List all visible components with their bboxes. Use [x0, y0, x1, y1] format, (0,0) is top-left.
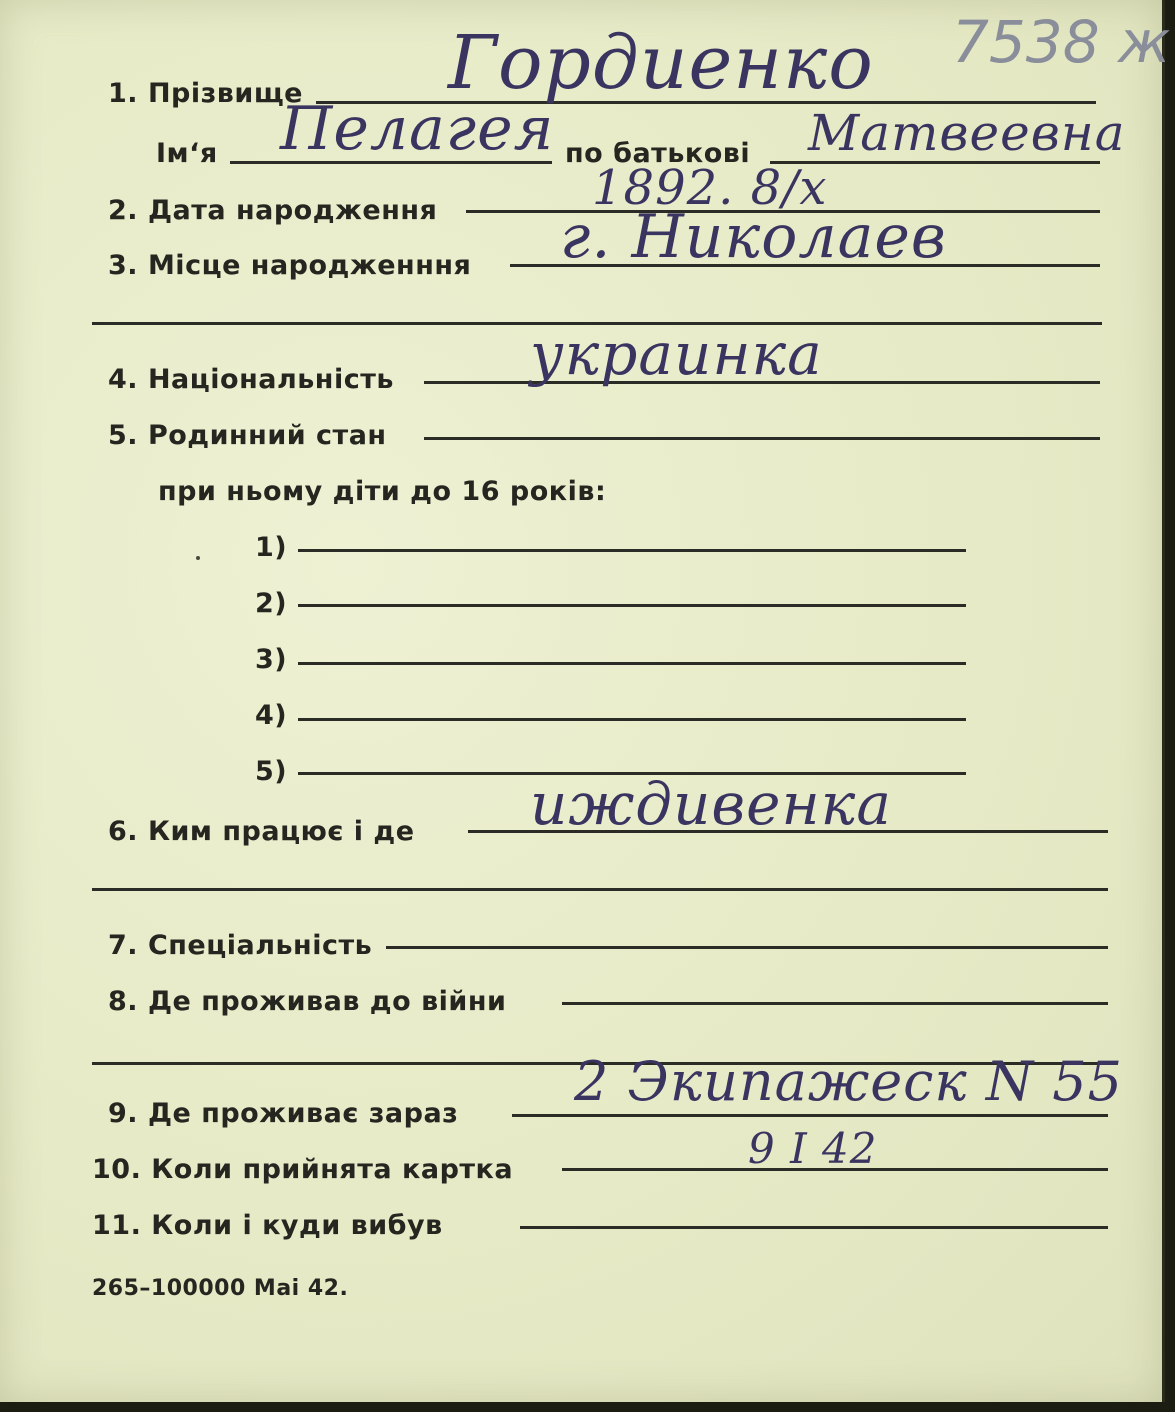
birth-place-label: 3. Місце народженння [108, 250, 472, 281]
birth-date-label: 2. Дата народження [108, 195, 438, 226]
work-label: 6. Ким працює і де [108, 816, 415, 847]
work-line-2 [92, 888, 1108, 891]
ink-dot [196, 556, 200, 560]
child-4-line [298, 718, 966, 721]
patronymic-label: по батькові [565, 138, 751, 169]
nationality-label: 4. Національність [108, 364, 394, 395]
child-1-line [298, 549, 966, 552]
marital-line [424, 437, 1100, 440]
child-2-line [298, 604, 966, 607]
work-value: иждивенка [530, 770, 892, 838]
current-line [512, 1114, 1108, 1117]
current-label: 9. Де проживає зараз [108, 1098, 459, 1129]
prewar-label: 8. Де проживав до війни [108, 986, 507, 1017]
name-label: Ім‘я [156, 138, 218, 169]
children-label: при ньому діти до 16 років: [158, 476, 607, 507]
child-5-label: 5) [255, 756, 288, 787]
marital-label: 5. Родинний стан [108, 420, 387, 451]
birth-place-value: г. Николаев [560, 202, 947, 272]
nationality-value: украинка [530, 320, 823, 388]
specialty-label: 7. Спеціальність [108, 930, 373, 961]
child-1-label: 1) [255, 532, 288, 563]
child-2-label: 2) [255, 588, 288, 619]
current-address-value: 2 Экипажеск N 55 [574, 1050, 1123, 1113]
surname-label: 1. Прізвище [108, 78, 303, 109]
accepted-date-value: 9 І 42 [748, 1124, 878, 1173]
card-number-stamp: 7538 ж [952, 8, 1171, 76]
specialty-line [386, 946, 1108, 949]
birth-date-value: 1892. 8/х [592, 160, 828, 216]
surname-value: Гордиенко [448, 20, 874, 106]
accepted-label: 10. Коли прийнята картка [92, 1154, 514, 1185]
departed-line [520, 1226, 1108, 1229]
patronymic-value: Матвеевна [808, 104, 1126, 162]
prewar-line [562, 1002, 1108, 1005]
footer-print-code: 265–100000 Mai 42. [92, 1276, 349, 1301]
child-3-label: 3) [255, 644, 288, 675]
first-name-value: Пелагея [280, 94, 555, 164]
child-4-label: 4) [255, 700, 288, 731]
child-3-line [298, 662, 966, 665]
departed-label: 11. Коли і куди вибув [92, 1210, 443, 1241]
